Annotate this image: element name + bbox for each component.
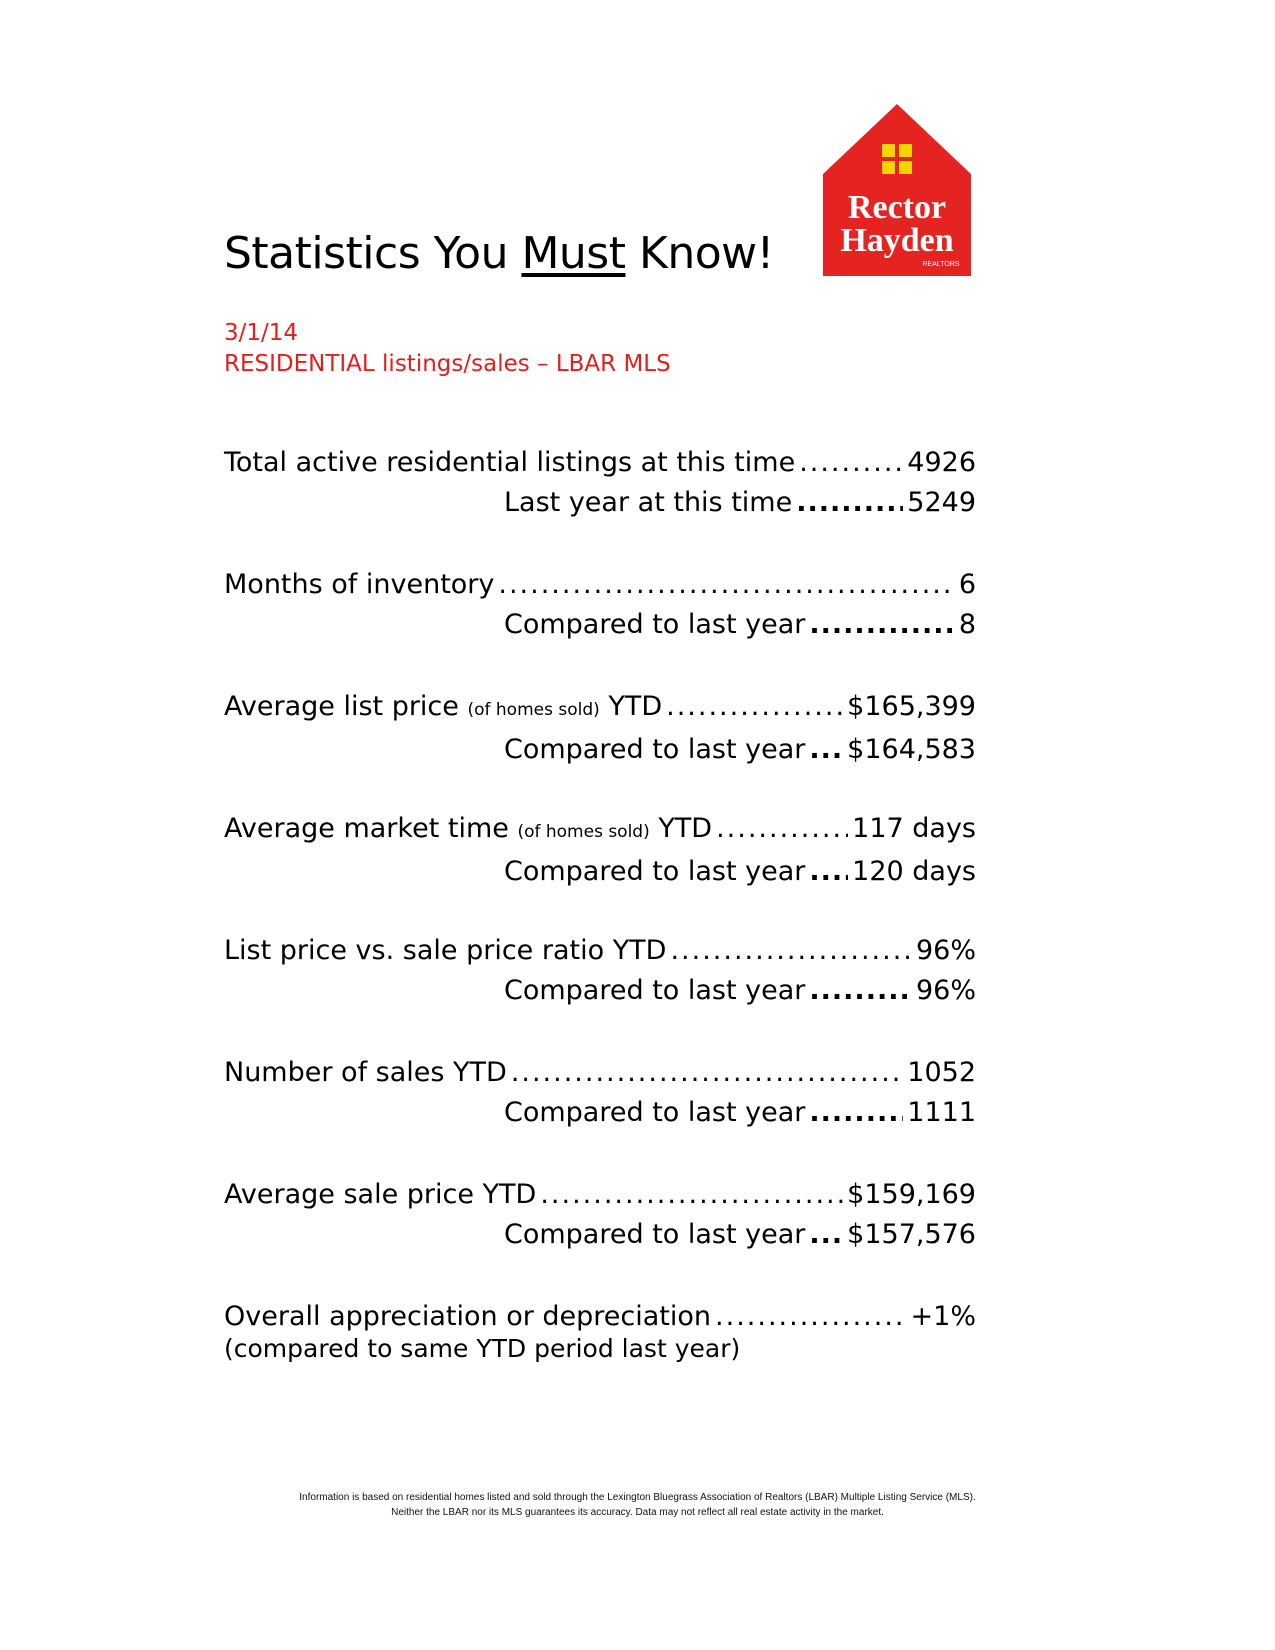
compare-row (504, 604, 976, 646)
stat-row (224, 444, 976, 482)
report-date: 3/1/14 (224, 320, 299, 346)
stat-group (224, 1054, 976, 1176)
stat-label-text: Average list price (224, 691, 468, 722)
dot-leader (498, 566, 954, 604)
stat-label (224, 688, 662, 729)
stat-label-suffix: YTD (599, 691, 663, 722)
compare-label: Compared to last year (504, 856, 806, 887)
dot-leader (715, 1298, 907, 1336)
compare-row (504, 1214, 976, 1256)
dot-leader (666, 688, 843, 726)
stat-label-text: Total active residential listings at this time (224, 447, 796, 478)
compare-value: $164,583 (847, 734, 976, 765)
stat-value: 4926 (907, 447, 976, 478)
dot-leader (809, 729, 843, 771)
stat-group (224, 810, 976, 932)
dot-leader (716, 810, 848, 848)
title-pre: Statistics You (224, 228, 522, 279)
compare-value: 96% (915, 975, 976, 1006)
stat-label-note: (of homes sold) (467, 700, 600, 720)
disclaimer-line-1: Information is based on residential homes listed and sold through the Lexington Bluegrass Association of Realtors (LBAR) Multiple Listing Service (MLS). (299, 1492, 976, 1503)
overall-row (224, 1298, 976, 1336)
compare-label: Compared to last year (504, 1219, 806, 1250)
dot-leader (809, 851, 848, 893)
stat-label-text: List price vs. sale price ratio YTD (224, 935, 667, 966)
overall-label: Overall appreciation or depreciation (224, 1301, 712, 1332)
stat-group (224, 688, 976, 810)
report-subtitle: RESIDENTIAL listings/sales – LBAR MLS (224, 351, 671, 377)
compare-value: 8 (958, 609, 976, 640)
page-title (224, 228, 774, 280)
report-meta (224, 318, 671, 380)
compare-value: 120 days (852, 856, 976, 887)
dot-leader (809, 970, 912, 1012)
stat-value: $165,399 (847, 691, 976, 722)
title-post: Know! (625, 228, 774, 279)
logo-line3: REALTORS (922, 261, 960, 268)
stat-label (224, 810, 712, 851)
disclaimer-footer (0, 1490, 1275, 1520)
logo-line2: Hayden (840, 222, 954, 259)
compare-value: 1111 (907, 1097, 976, 1128)
stat-label-suffix: YTD (649, 813, 713, 844)
stat-group (224, 566, 976, 688)
logo-line1: Rector (847, 189, 947, 226)
compare-value: $157,576 (847, 1219, 976, 1250)
rector-hayden-logo (823, 104, 971, 276)
stat-row (224, 810, 976, 851)
dot-leader (799, 444, 903, 482)
stat-row (224, 1176, 976, 1214)
compare-row (504, 1092, 976, 1134)
stat-label-text: Number of sales YTD (224, 1057, 507, 1088)
compare-label: Compared to last year (504, 1097, 806, 1128)
stat-label (224, 444, 795, 482)
dot-leader (809, 1092, 903, 1134)
stat-label-text: Average sale price YTD (224, 1179, 537, 1210)
logo-window (882, 161, 895, 174)
stat-row (224, 566, 976, 604)
stat-value: $159,169 (847, 1179, 976, 1210)
compare-label: Compared to last year (504, 734, 806, 765)
stat-label (224, 566, 494, 604)
stat-value: 96% (915, 935, 976, 966)
stat-row (224, 688, 976, 729)
dot-leader (796, 482, 903, 524)
statistics-list (224, 444, 976, 1420)
stat-label (224, 1054, 507, 1092)
logo-window (899, 144, 912, 157)
compare-label: Compared to last year (504, 975, 806, 1006)
overall-group (224, 1298, 976, 1420)
compare-label: Last year at this time (504, 487, 793, 518)
stat-label-text: Months of inventory (224, 569, 495, 600)
stat-value: 117 days (852, 813, 976, 844)
stat-row (224, 932, 976, 970)
compare-row (504, 482, 976, 524)
compare-label: Compared to last year (504, 609, 806, 640)
stat-row (224, 1054, 976, 1092)
compare-value: 5249 (907, 487, 976, 518)
stat-value: 1052 (907, 1057, 976, 1088)
stat-group (224, 444, 976, 566)
logo-window (899, 161, 912, 174)
stat-label (224, 1176, 536, 1214)
logo-window (882, 144, 895, 157)
stat-label-note: (of homes sold) (517, 822, 650, 842)
disclaimer-line-2: Neither the LBAR nor its MLS guarantees its accuracy. Data may not reflect all real estate activity in the market. (391, 1507, 884, 1518)
compare-row (504, 970, 976, 1012)
stat-group (224, 1176, 976, 1298)
dot-leader (670, 932, 912, 970)
compare-row (504, 729, 976, 771)
dot-leader (511, 1054, 903, 1092)
title-emphasis: Must (521, 228, 626, 279)
dot-leader (809, 604, 954, 646)
dot-leader (540, 1176, 843, 1214)
overall-value: +1% (910, 1301, 976, 1332)
overall-note: (compared to same YTD period last year) (224, 1334, 741, 1363)
stat-value: 6 (958, 569, 976, 600)
compare-row (504, 851, 976, 893)
dot-leader (809, 1214, 843, 1256)
stat-group (224, 932, 976, 1054)
stat-label-text: Average market time (224, 813, 518, 844)
stat-label (224, 932, 666, 970)
